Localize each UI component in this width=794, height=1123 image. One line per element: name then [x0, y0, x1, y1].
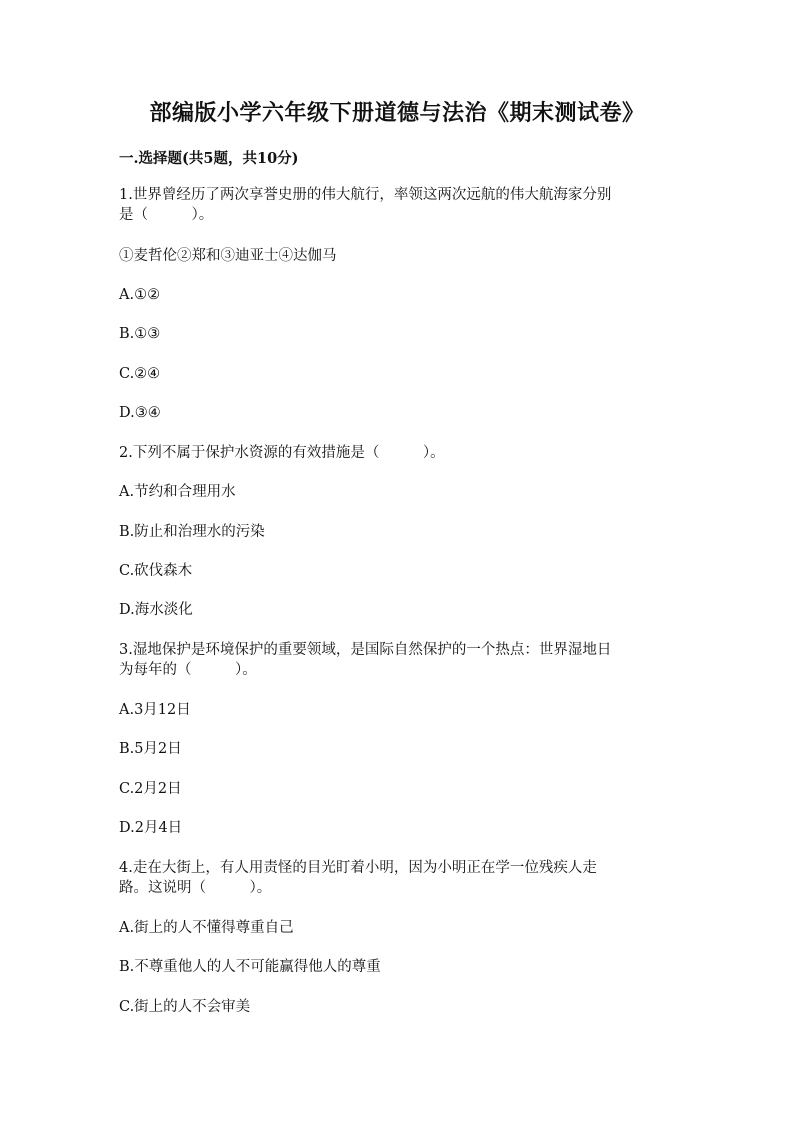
question-4-option-c: C.街上的人不会审美 — [119, 999, 251, 1015]
question-3-option-d: D.2月4日 — [119, 820, 183, 836]
question-3-option-b: B.5月2日 — [119, 741, 182, 757]
question-3-option-a: A.3月12日 — [119, 702, 191, 718]
question-2-option-d: D.海水淡化 — [119, 602, 193, 618]
question-4-stem-line-2: 路。这说明（ ）。 — [119, 880, 272, 896]
question-2-option-a: A.节约和合理用水 — [119, 484, 236, 500]
question-2-stem-line-1: 2.下列不属于保护水资源的有效措施是（ ）。 — [119, 445, 445, 461]
question-1-option-d: D.③④ — [119, 405, 161, 421]
question-2-option-c: C.砍伐森木 — [119, 563, 193, 579]
question-4-option-b: B.不尊重他人的人不可能赢得他人的尊重 — [119, 959, 381, 975]
question-3-stem-line-2: 为每年的（ ）。 — [119, 662, 257, 678]
page-title: 部编版小学六年级下册道德与法治《期末测试卷》 — [149, 100, 645, 126]
question-1-stem-line-1: 1.世界曾经历了两次享誉史册的伟大航行，率领这两次远航的伟大航海家分别 — [119, 187, 612, 203]
question-1-option-a: A.①② — [119, 287, 161, 303]
question-3-stem-line-1: 3.湿地保护是环境保护的重要领域，是国际自然保护的一个热点：世界湿地日 — [119, 642, 612, 658]
question-1-option-b: B.①③ — [119, 326, 161, 342]
question-1-stem-line-2: 是（ ）。 — [119, 207, 214, 223]
question-3-option-c: C.2月2日 — [119, 781, 182, 797]
question-4-stem-line-1: 4.走在大街上，有人用责怪的目光盯着小明，因为小明正在学一位残疾人走 — [119, 860, 597, 876]
question-1-note: ①麦哲伦②郑和③迪亚士④达伽马 — [119, 248, 337, 264]
question-1-option-c: C.②④ — [119, 366, 161, 382]
question-4-option-a: A.街上的人不懂得尊重自己 — [119, 920, 294, 936]
section-heading: 一.选择题(共5题，共10分) — [119, 150, 299, 167]
question-2-option-b: B.防止和治理水的污染 — [119, 524, 265, 540]
